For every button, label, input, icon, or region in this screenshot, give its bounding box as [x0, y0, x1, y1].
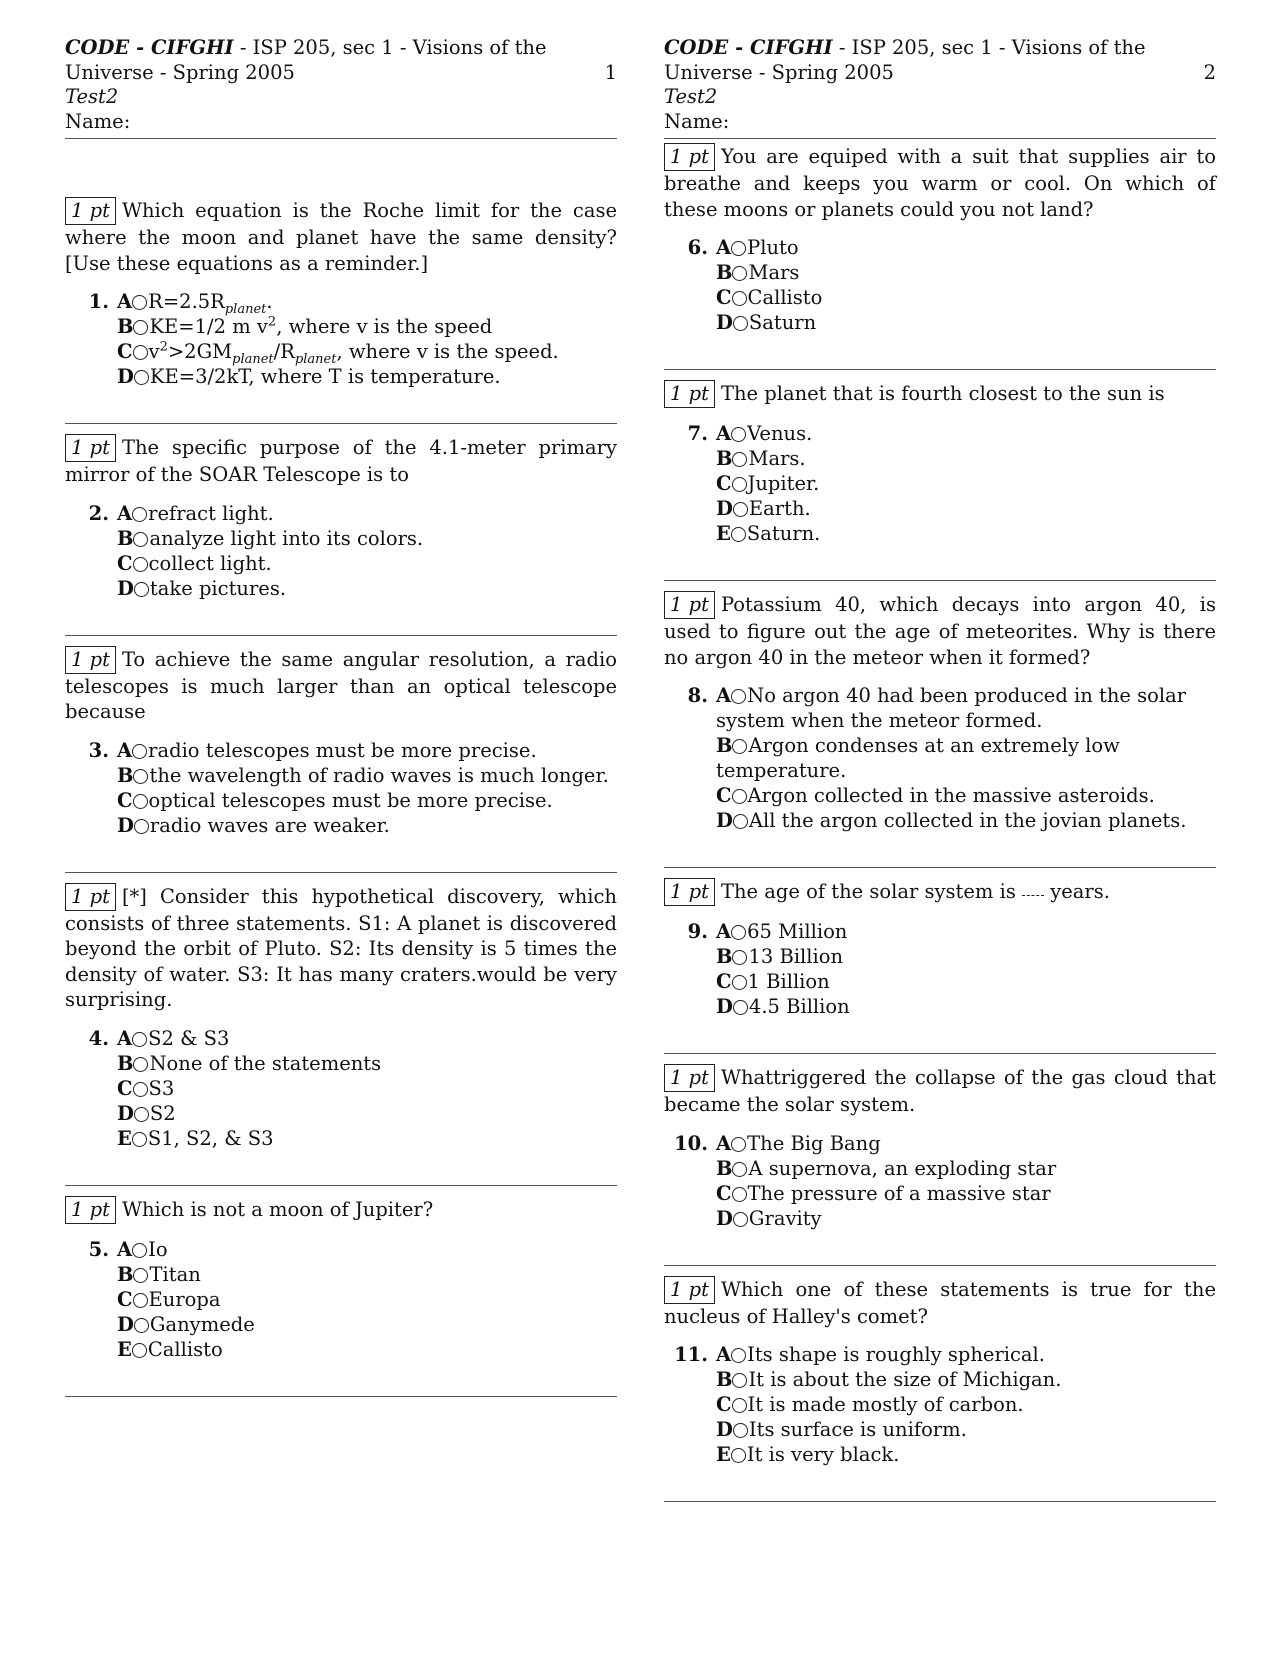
- option-e[interactable]: E It is very black.: [716, 1443, 900, 1466]
- option-c[interactable]: C Argon collected in the massive asteroids.: [716, 784, 1155, 807]
- divider: [65, 423, 617, 424]
- option-a[interactable]: A $R=2.5R_{planet}$.: [117, 290, 273, 317]
- radio-circle-icon[interactable]: [732, 477, 747, 492]
- question-number: 8.: [687, 684, 708, 707]
- option-a[interactable]: A Its shape is roughly spherical.: [716, 1343, 1045, 1366]
- radio-circle-icon[interactable]: [133, 345, 148, 360]
- option-b[interactable]: B KE=1/2 m $v^2$, where v is the speed: [117, 314, 493, 338]
- option-d[interactable]: D 4.5 Billion: [716, 995, 850, 1018]
- question-stem: 1 pt The age of the solar system is years.: [664, 878, 1216, 906]
- radio-circle-icon[interactable]: [134, 370, 149, 385]
- option-e[interactable]: E S1, S2, & S3: [117, 1126, 274, 1150]
- question-stem: 1 pt To achieve the same angular resolution, a radio telescopes is much larger than an optical telescope because: [65, 647, 617, 723]
- divider: [664, 1501, 1216, 1502]
- radio-circle-icon[interactable]: [732, 975, 747, 990]
- divider: [65, 635, 617, 636]
- points-box: 1 pt: [664, 380, 715, 408]
- radio-circle-icon[interactable]: [731, 527, 746, 542]
- radio-circle-icon[interactable]: [731, 1348, 746, 1363]
- points-box: 1 pt: [664, 143, 715, 171]
- question-5: [65, 1196, 617, 1362]
- radio-circle-icon[interactable]: [732, 1162, 747, 1177]
- radio-circle-icon[interactable]: [132, 295, 147, 310]
- option-d[interactable]: D KE=3/2kT, where T is temperature.: [117, 365, 501, 388]
- option-d[interactable]: D radio waves are weaker.: [117, 813, 390, 837]
- answer-list: [664, 919, 1216, 1019]
- question-11: [664, 1276, 1216, 1468]
- test-label: Test2: [65, 85, 119, 108]
- option-c[interactable]: C collect light.: [117, 551, 272, 575]
- answer-list: [664, 421, 1216, 546]
- answer-list: [65, 501, 617, 601]
- question-number: 1.: [88, 290, 109, 313]
- points-box: 1 pt: [664, 878, 715, 906]
- option-a[interactable]: A Pluto: [716, 236, 799, 259]
- option-a[interactable]: A S2 & S3: [117, 1026, 230, 1050]
- radio-circle-icon[interactable]: [732, 1398, 747, 1413]
- radio-circle-icon[interactable]: [731, 427, 746, 442]
- option-b[interactable]: B Mars: [716, 261, 800, 284]
- divider: [664, 138, 1216, 139]
- radio-circle-icon[interactable]: [133, 1293, 148, 1308]
- points-box: 1 pt: [664, 591, 715, 619]
- name-label: Name:: [664, 109, 730, 133]
- radio-circle-icon[interactable]: [133, 557, 148, 572]
- option-b[interactable]: B None of the statements: [117, 1051, 382, 1075]
- radio-circle-icon[interactable]: [732, 1187, 747, 1202]
- question-10: [664, 1064, 1216, 1231]
- option-a[interactable]: A The Big Bang: [716, 1131, 881, 1155]
- answer-list: [65, 738, 617, 838]
- option-b[interactable]: B Mars.: [716, 447, 806, 470]
- radio-circle-icon[interactable]: [133, 320, 148, 335]
- page-1-column: [65, 36, 617, 1397]
- exam-code: CODE - CIFGHI: [65, 36, 234, 59]
- question-number: 5.: [88, 1237, 109, 1261]
- radio-circle-icon[interactable]: [733, 1423, 748, 1438]
- radio-circle-icon[interactable]: [732, 452, 747, 467]
- option-b[interactable]: B the wavelength of radio waves is much longer.: [117, 763, 609, 787]
- question-9: [664, 878, 1216, 1019]
- option-d[interactable]: D Saturn: [716, 311, 817, 334]
- option-d[interactable]: D S2: [117, 1101, 176, 1125]
- points-box: 1 pt: [65, 646, 116, 674]
- radio-circle-icon[interactable]: [133, 1057, 148, 1072]
- question-6: [664, 143, 1216, 335]
- radio-circle-icon[interactable]: [731, 1448, 746, 1463]
- radio-circle-icon[interactable]: [132, 1243, 147, 1258]
- option-d[interactable]: D All the argon collected in the jovian planets.: [716, 809, 1187, 832]
- radio-circle-icon[interactable]: [733, 502, 748, 517]
- page-number: 1: [604, 60, 617, 84]
- course-title-line1: - ISP 205, sec 1 - Visions of the: [233, 36, 547, 59]
- option-b[interactable]: B It is about the size of Michigan.: [716, 1368, 1062, 1391]
- option-b[interactable]: B A supernova, an exploding star: [716, 1156, 1057, 1180]
- divider: [664, 369, 1216, 370]
- page-2-column: [664, 36, 1216, 1502]
- question-2: [65, 434, 617, 601]
- radio-circle-icon[interactable]: [134, 1318, 149, 1333]
- divider: [664, 1053, 1216, 1054]
- course-title-line2: Universe - Spring 2005: [664, 60, 894, 84]
- question-stem: 1 pt You are equiped with a suit that supplies air to breathe and keeps you warm or cool. On which of these moons or planets could you not land?: [664, 145, 1216, 221]
- radio-circle-icon[interactable]: [133, 794, 148, 809]
- answer-list: [664, 683, 1216, 833]
- question-number: 10.: [674, 1131, 708, 1155]
- option-c[interactable]: C Jupiter.: [716, 472, 820, 495]
- page-header: [664, 36, 1216, 134]
- points-box: 1 pt: [664, 1276, 715, 1304]
- points-box: 1 pt: [65, 434, 116, 462]
- answer-list: [664, 235, 1216, 335]
- question-number: 9.: [687, 920, 708, 943]
- question-number: 3.: [88, 738, 109, 762]
- question-number: 6.: [687, 236, 708, 259]
- question-3: [65, 646, 617, 838]
- option-a[interactable]: A 65 Million: [716, 920, 848, 943]
- radio-circle-icon[interactable]: [732, 1373, 747, 1388]
- option-e[interactable]: E Callisto: [117, 1337, 223, 1361]
- answer-list: [664, 1131, 1216, 1231]
- option-c[interactable]: C $v^2>2GM_{planet}/R_{planet}$, where v is the speed.: [117, 339, 559, 367]
- option-d[interactable]: D Ganymede: [117, 1312, 255, 1336]
- option-a[interactable]: A radio telescopes must be more precise.: [117, 738, 537, 762]
- exam-code: CODE - CIFGHI: [664, 36, 833, 59]
- option-c[interactable]: C It is made mostly of carbon.: [716, 1393, 1024, 1416]
- radio-circle-icon[interactable]: [132, 1343, 147, 1358]
- question-8: [664, 591, 1216, 833]
- answer-list: [65, 289, 617, 389]
- radio-circle-icon[interactable]: [132, 744, 147, 759]
- option-c[interactable]: C The pressure of a massive star: [716, 1181, 1051, 1205]
- answer-list: [65, 1026, 617, 1151]
- question-stem: 1 pt Which one of these statements is true for the nucleus of Halley's comet?: [664, 1277, 1216, 1328]
- option-c[interactable]: C optical telescopes must be more precise.: [117, 788, 553, 812]
- option-d[interactable]: D Earth.: [716, 497, 811, 520]
- question-1: [65, 197, 617, 389]
- radio-circle-icon[interactable]: [132, 1132, 147, 1147]
- answer-list: [664, 1342, 1216, 1467]
- radio-circle-icon[interactable]: [733, 1000, 748, 1015]
- points-box: 1 pt: [664, 1064, 715, 1092]
- radio-circle-icon[interactable]: [133, 1082, 148, 1097]
- radio-circle-icon[interactable]: [733, 316, 748, 331]
- question-stem: 1 pt Which equation is the Roche limit for the case where the moon and planet have the same density? [Use these equations as a reminder.]: [65, 199, 617, 275]
- points-box: 1 pt: [65, 1196, 116, 1224]
- option-b[interactable]: B 13 Billion: [716, 945, 844, 968]
- question-stem: 1 pt Potassium 40, which decays into argon 40, is used to figure out the age of meteorites. Why is there no argon 40 in the meteor when it formed?: [664, 593, 1216, 669]
- points-box: 1 pt: [65, 883, 116, 911]
- option-c[interactable]: C Europa: [117, 1287, 221, 1311]
- option-c[interactable]: C Callisto: [716, 286, 823, 309]
- course-title-line1: - ISP 205, sec 1 - Visions of the: [832, 36, 1146, 59]
- divider: [664, 580, 1216, 581]
- radio-circle-icon[interactable]: [733, 814, 748, 829]
- divider: [65, 1185, 617, 1186]
- question-stem: 1 pt The planet that is fourth closest to the sun is: [664, 380, 1216, 408]
- option-a[interactable]: A refract light.: [117, 501, 274, 525]
- radio-circle-icon[interactable]: [733, 1212, 748, 1227]
- divider: [65, 872, 617, 873]
- question-4: [65, 883, 617, 1151]
- option-d[interactable]: D take pictures.: [117, 576, 287, 600]
- option-c[interactable]: C S3: [117, 1076, 175, 1100]
- divider: [65, 1396, 617, 1397]
- option-b[interactable]: B Titan: [117, 1262, 201, 1286]
- radio-circle-icon[interactable]: [731, 689, 746, 704]
- answer-list: [65, 1237, 617, 1362]
- radio-circle-icon[interactable]: [133, 769, 148, 784]
- radio-circle-icon[interactable]: [732, 739, 747, 754]
- radio-circle-icon[interactable]: [732, 950, 747, 965]
- course-title-line2: Universe - Spring 2005: [65, 60, 295, 84]
- radio-circle-icon[interactable]: [134, 582, 149, 597]
- divider: [664, 867, 1216, 868]
- test-label: Test2: [664, 85, 718, 108]
- radio-circle-icon[interactable]: [134, 819, 149, 834]
- question-number: 11.: [674, 1343, 708, 1366]
- option-d[interactable]: D Gravity: [716, 1206, 822, 1230]
- option-a[interactable]: A No argon 40 had been produced in the solar system when the meteor formed.: [716, 684, 1187, 732]
- option-a[interactable]: A Venus.: [716, 422, 813, 445]
- radio-circle-icon[interactable]: [731, 925, 746, 940]
- question-stem: 1 pt Which is not a moon of Jupiter?: [65, 1196, 617, 1224]
- divider: [65, 138, 617, 139]
- divider: [664, 1265, 1216, 1266]
- option-b[interactable]: B Argon condenses at an extremely low temperature.: [716, 734, 1120, 782]
- page-header: [65, 36, 617, 134]
- radio-circle-icon[interactable]: [132, 507, 147, 522]
- option-c[interactable]: C 1 Billion: [716, 970, 830, 993]
- fill-in-blank: [1022, 895, 1044, 896]
- radio-circle-icon[interactable]: [732, 789, 747, 804]
- question-number: 7.: [687, 422, 708, 445]
- radio-circle-icon[interactable]: [732, 291, 747, 306]
- question-stem: 1 pt Whattriggered the collapse of the gas cloud that became the solar system.: [664, 1066, 1216, 1116]
- points-box: 1 pt: [65, 197, 116, 225]
- option-a[interactable]: A Io: [117, 1237, 168, 1261]
- question-number: 4.: [88, 1026, 109, 1050]
- radio-circle-icon[interactable]: [134, 1107, 149, 1122]
- name-label: Name:: [65, 109, 131, 133]
- question-stem: 1 pt [*] Consider this hypothetical discovery, which consists of three statements. S1: A planet is discovered beyond the orbit of Pluto. S2: Its density is 5 times the density of water. S3: It has many craters.would be very surprising.: [65, 884, 617, 1011]
- question-number: 2.: [88, 501, 109, 525]
- option-e[interactable]: E Saturn.: [716, 522, 821, 545]
- radio-circle-icon[interactable]: [133, 1268, 148, 1283]
- radio-circle-icon[interactable]: [732, 266, 747, 281]
- option-b[interactable]: B analyze light into its colors.: [117, 526, 424, 550]
- option-d[interactable]: D Its surface is uniform.: [716, 1418, 967, 1441]
- question-stem: 1 pt The specific purpose of the 4.1-meter primary mirror of the SOAR Telescope is to: [65, 436, 617, 486]
- radio-circle-icon[interactable]: [133, 532, 148, 547]
- radio-circle-icon[interactable]: [731, 1137, 746, 1152]
- page-number: 2: [1203, 60, 1216, 84]
- radio-circle-icon[interactable]: [731, 241, 746, 256]
- radio-circle-icon[interactable]: [132, 1032, 147, 1047]
- question-7: [664, 380, 1216, 546]
